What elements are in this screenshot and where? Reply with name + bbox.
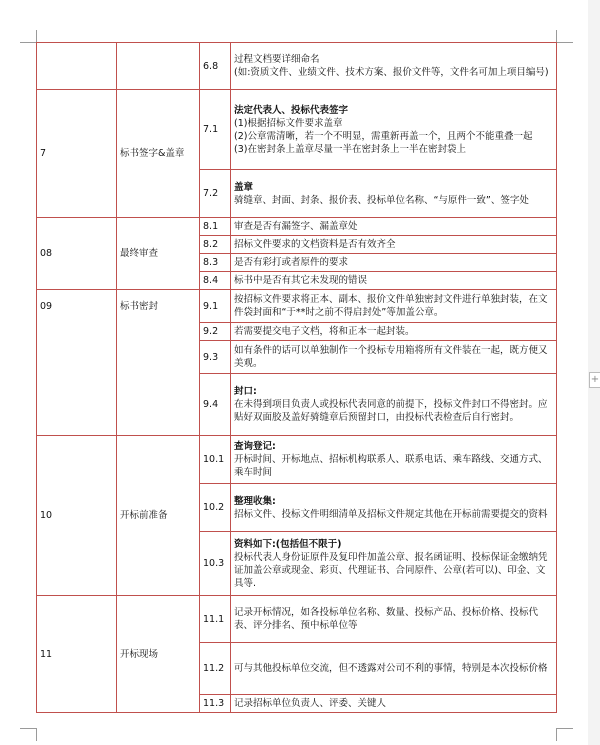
item-description [231,254,557,272]
item-description [231,323,557,341]
item-description [231,218,557,236]
item-number [37,43,117,90]
sub-number: 8.4 [200,272,231,290]
item-category: 开标现场 [117,596,200,713]
description-line: 记录开标情况，如各投标单位名称、数量、投标产品、投标价格、投标代表、评分排名、预中标单位等 [234,607,539,631]
crop-mark-top-left [20,30,37,43]
description-line: 开标时间、开标地点、招标机构联系人、联系电话、乘车路线、交通方式、乘车时间 [234,454,548,478]
description-line: 招标文件、投标文件明细清单及招标文件规定其他在开标前需要提交的资料 [234,508,548,520]
sub-number: 10.1 [200,436,231,484]
sub-number: 8.1 [200,218,231,236]
table-row [37,43,557,90]
item-description [231,170,557,218]
item-category: 开标前准备 [117,436,200,596]
sub-number: 7.2 [200,170,231,218]
description-line: 投标代表人身份证原件及复印件加盖公章、报名函证明、投标保证金缴纳凭证加盖公章或现金、彩页、代理证书、合同原件、公章(若可以)、印金、文具等. [234,551,548,589]
description-title: 封口: [234,386,257,397]
crop-mark-top-right [556,30,573,43]
table-row [37,436,557,484]
description-line: 在未得到项目负责人或投标代表同意的前提下，投标文件封口不得密封。应贴好双面胶及盖好骑缝章后预留封口，由投标代表检查后自行密封。 [234,399,548,423]
item-description [231,695,557,713]
sub-number: 7.1 [200,90,231,170]
description-line: (1)根据招标文件要求盖章 [234,117,343,129]
description-line: 是否有彩打或者原件的要求 [234,257,349,268]
sub-number: 10.2 [200,484,231,532]
description-line: 可与其他投标单位交流，但不透露对公司不利的事情，特别是本次投标价格 [234,663,548,674]
item-description [231,290,557,323]
item-category: 标书签字&盖章 [117,90,200,218]
sub-number: 9.2 [200,323,231,341]
table-row [37,596,557,643]
item-description [231,43,557,90]
description-line: 记录招标单位负责人、评委、关键人 [234,698,387,709]
description-line: (3)在密封条上盖章尽量一半在密封条上一半在密封袋上 [234,143,466,155]
description-line: 过程文档要详细命名 [234,54,320,65]
description-line: 招标文件要求的文档资料是否有效齐全 [234,239,396,250]
item-number: 10 [37,436,117,596]
crop-mark-bottom-right [556,728,573,741]
sub-number: 11.1 [200,596,231,643]
item-description [231,532,557,596]
description-title: 盖章 [234,181,254,193]
item-category [117,43,200,90]
description-line: 审查是否有漏签字、漏盖章处 [234,221,358,232]
sub-number: 11.2 [200,643,231,695]
item-category: 标书密封 [117,290,200,436]
description-line: 若需要提交电子文档，将和正本一起封装。 [234,326,415,337]
item-description [231,484,557,532]
description-title: 查询登记: [234,441,276,452]
description-line: (2)公章需清晰，若一个不明显，需重新再盖一个，且两个不能重叠一起 [234,130,533,142]
crop-mark-bottom-left [20,728,37,741]
bidding-checklist-table [36,42,557,713]
sub-number: 6.8 [200,43,231,90]
sub-number: 8.3 [200,254,231,272]
table-row [37,290,557,323]
table-row [37,90,557,170]
item-description [231,236,557,254]
item-number: 09 [37,290,117,436]
sub-number: 10.3 [200,532,231,596]
description-line: 标书中是否有其它未发现的错误 [234,275,368,286]
item-number: 7 [37,90,117,218]
table-row [37,218,557,236]
item-description [231,90,557,170]
item-description [231,374,557,436]
item-description [231,341,557,374]
description-title: 整理收集: [234,495,276,507]
description-line: 骑缝章、封面、封条、报价表、投标单位名称、“与原件一致”、签字处 [234,194,529,206]
description-line: (如:资质文件、业绩文件、技术方案、报价文件等，文件名可加上项目编号) [234,67,549,78]
item-description [231,643,557,695]
item-description [231,436,557,484]
sub-number: 9.3 [200,341,231,374]
item-description [231,272,557,290]
sub-number: 9.4 [200,374,231,436]
item-category: 最终审查 [117,218,200,290]
sub-number: 11.3 [200,695,231,713]
description-line: 如有条件的话可以单独制作一个投标专用箱将所有文件装在一起，既方便又美观。 [234,345,548,369]
item-number: 08 [37,218,117,290]
expand-tab-icon[interactable]: + [589,372,600,388]
item-description [231,596,557,643]
sub-number: 9.1 [200,290,231,323]
sub-number: 8.2 [200,236,231,254]
description-title: 法定代表人、投标代表签字 [234,104,349,116]
item-number: 11 [37,596,117,713]
description-line: 按招标文件要求将正本、副本、报价文件单独密封文件进行单独封装，在文件袋封面和“于**时之前不得启封处”等加盖公章。 [234,294,548,318]
description-title: 资料如下:(包括但不限于) [234,538,342,550]
